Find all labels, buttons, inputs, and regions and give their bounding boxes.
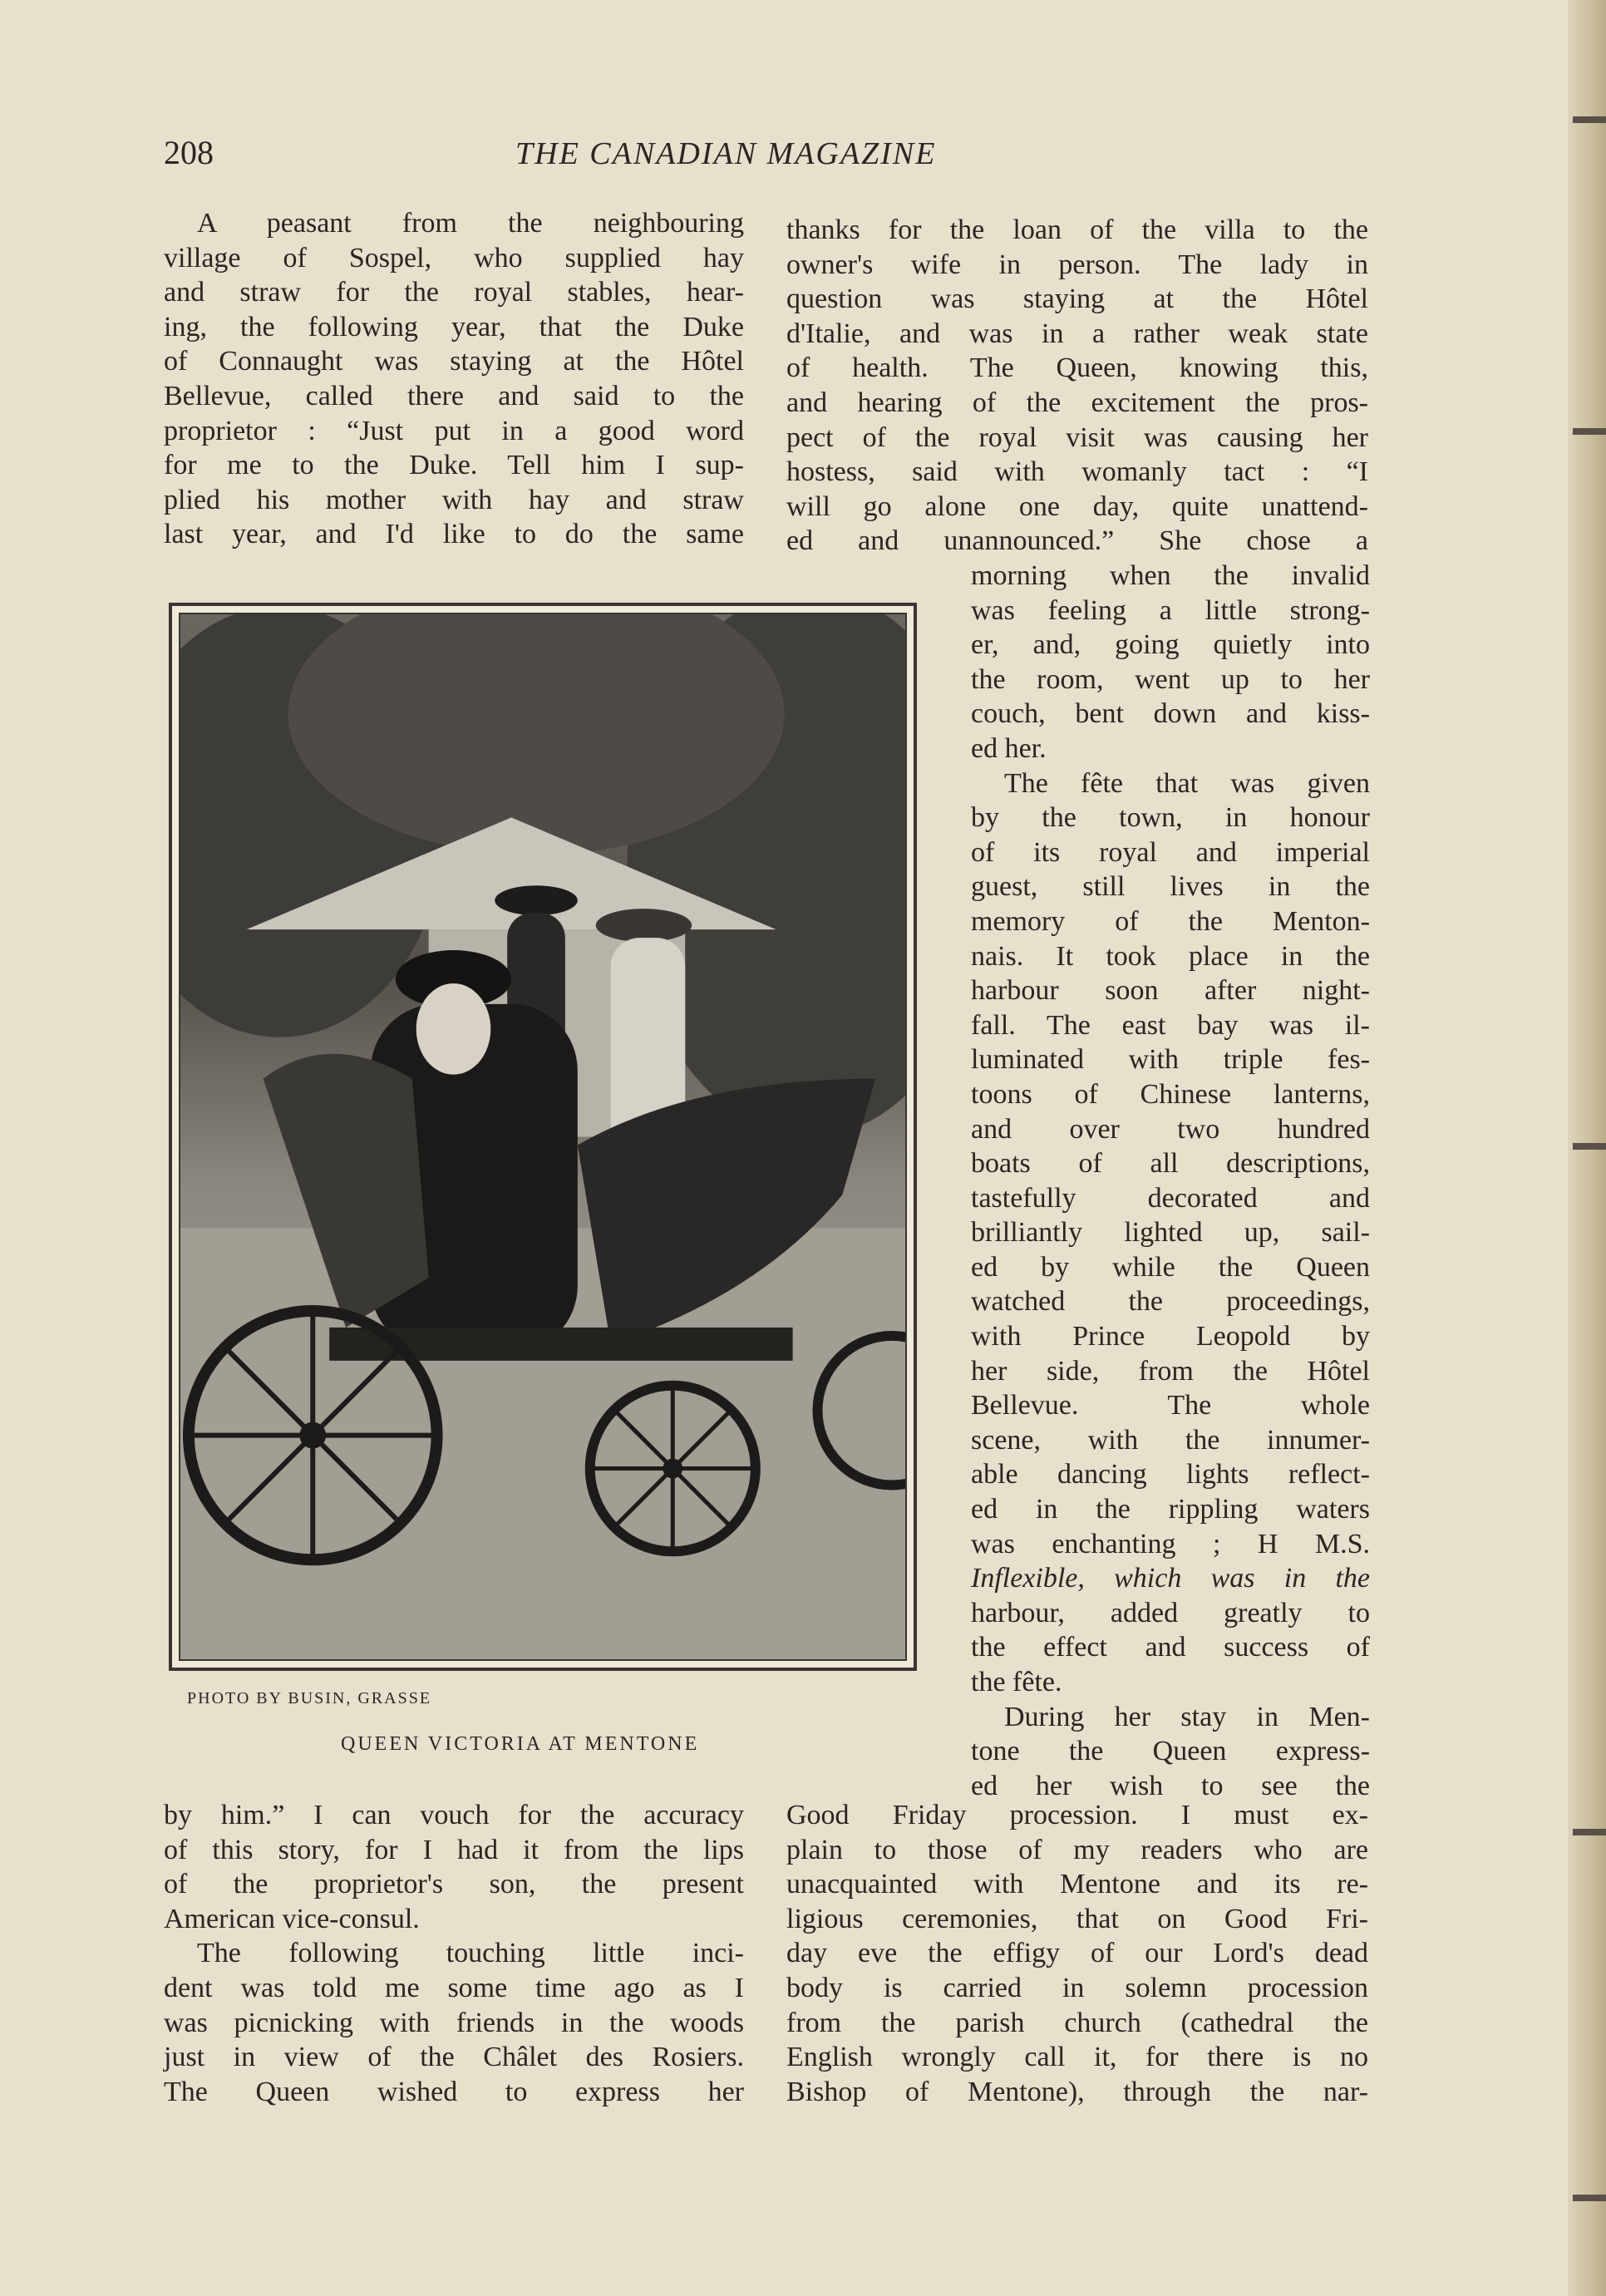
page-edge-tab: [1573, 2195, 1606, 2201]
text-line: couch, bent down and kiss-: [971, 698, 1370, 730]
text-line: During her stay in Men-: [1004, 1701, 1370, 1732]
text-line: English wrongly call it, for there is no: [786, 2042, 1368, 2073]
text-line: and hearing of the excitement the pros-: [786, 387, 1368, 418]
text-line: her side, from the Hôtel: [971, 1355, 1370, 1387]
text-line: boats of all descriptions,: [971, 1148, 1370, 1180]
text-line: toons of Chinese lanterns,: [971, 1078, 1370, 1110]
page-edge-tab: [1573, 1829, 1606, 1835]
text-line: ed in the rippling waters: [971, 1494, 1370, 1525]
photograph: [179, 613, 907, 1661]
text-line: dent was told me some time ago as I: [164, 1972, 744, 2003]
page-edge-tab: [1573, 1143, 1606, 1150]
left-column-top: [164, 206, 744, 552]
text-line: Bishop of Mentone), through the nar-: [786, 2076, 1368, 2107]
right-column-narrow: [971, 559, 1370, 1803]
text-line: the effect and success of: [971, 1632, 1370, 1663]
text-line: The following touching little inci-: [197, 1938, 744, 1969]
text-line: scene, with the innumer-: [971, 1424, 1370, 1456]
text-line: hostess, said with womanly tact : “I: [786, 456, 1368, 488]
text-line: tastefully decorated and: [971, 1182, 1370, 1214]
text-line: village of Sospel, who supplied hay: [164, 242, 744, 273]
text-line: ed her wish to see the: [971, 1770, 1370, 1801]
text-line: harbour soon after night-: [971, 975, 1370, 1007]
page-edge-tab: [1573, 428, 1606, 435]
left-column-bottom: [164, 1798, 744, 2109]
text-line: ed her.: [971, 732, 1047, 764]
photo-caption: QUEEN VICTORIA AT MENTONE: [341, 1733, 700, 1755]
page-edge-tab: [1573, 116, 1606, 123]
text-line: and straw for the royal stables, hear-: [164, 277, 744, 308]
text-line: of this story, for I had it from the lips: [164, 1834, 744, 1865]
text-line: A peasant from the neighbouring: [197, 208, 744, 239]
text-line: for me to the Duke. Tell him I sup-: [164, 450, 744, 481]
text-line: watched the proceedings,: [971, 1286, 1370, 1318]
text-line: The Queen wished to express her: [164, 2076, 744, 2107]
text-line: brilliantly lighted up, sail-: [971, 1217, 1370, 1249]
text-line: just in view of the Châlet des Rosiers.: [164, 2042, 744, 2073]
text-line: of the proprietor's son, the present: [164, 1869, 744, 1900]
text-line: proprietor : “Just put in a good word: [164, 415, 744, 446]
page-number: 208: [164, 134, 214, 171]
text-line: d'Italie, and was in a rather weak state: [786, 318, 1368, 349]
text-line: memory of the Menton-: [971, 905, 1370, 937]
text-line: er, and, going quietly into: [971, 629, 1370, 661]
text-line: last year, and I'd like to do the same: [164, 519, 744, 550]
text-line: tone the Queen express-: [971, 1736, 1370, 1767]
text-line: Bellevue, called there and said to the: [164, 380, 744, 411]
text-line: ing, the following year, that the Duke: [164, 311, 744, 342]
hat: [495, 885, 578, 915]
text-line: day eve the effigy of our Lord's dead: [786, 1938, 1368, 1969]
text-line: Good Friday procession. I must ex-: [786, 1800, 1368, 1830]
text-line: with Prince Leopold by: [971, 1321, 1370, 1352]
text-line: guest, still lives in the: [971, 871, 1370, 903]
text-line: ligious ceremonies, that on Good Fri-: [786, 1903, 1368, 1934]
text-line: of health. The Queen, knowing this,: [786, 352, 1368, 384]
text-line: ed and unannounced.” She chose a: [786, 525, 1368, 557]
text-line: by the town, in honour: [971, 802, 1370, 834]
photograph-frame: [169, 603, 917, 1671]
text-line: from the parish church (cathedral the: [786, 2007, 1368, 2038]
text-line: harbour, added greatly to: [971, 1597, 1370, 1628]
text-line: owner's wife in person. The lady in: [786, 249, 1368, 280]
text-line: ed by while the Queen: [971, 1251, 1370, 1283]
text-line: nais. It took place in the: [971, 940, 1370, 972]
right-column-bottom: [786, 1798, 1368, 2109]
text-line: and over two hundred: [971, 1113, 1370, 1145]
carriage-photo-illustration: [180, 614, 905, 1659]
text-line: thanks for the loan of the villa to the: [786, 214, 1368, 245]
text-line: able dancing lights reflect-: [971, 1459, 1370, 1490]
text-line: of Connaught was staying at the Hôtel: [164, 346, 744, 377]
text-line: pect of the royal visit was causing her: [786, 421, 1368, 453]
text-line: American vice-consul.: [164, 1903, 420, 1934]
text-line: the room, went up to her: [971, 663, 1370, 695]
text-line: unacquainted with Mentone and its re-: [786, 1869, 1368, 1900]
text-line: question was staying at the Hôtel: [786, 283, 1368, 315]
text-line: by him.” I can vouch for the accuracy: [164, 1800, 744, 1830]
right-column-top: [786, 213, 1368, 559]
photo-credit: PHOTO BY BUSIN, GRASSE: [187, 1689, 432, 1707]
text-line: plain to those of my readers who are: [786, 1834, 1368, 1865]
text-line: plied his mother with hay and straw: [164, 484, 744, 515]
text-line: luminated with triple fes-: [971, 1044, 1370, 1076]
text-line: Bellevue. The whole: [971, 1390, 1370, 1421]
text-line: morning when the invalid: [971, 560, 1370, 591]
text-line: fall. The east bay was il-: [971, 1009, 1370, 1041]
page-edge: [1568, 0, 1606, 2296]
text-line: Inflexible, which was in the: [971, 1563, 1370, 1594]
text-line: was feeling a little strong-: [971, 594, 1370, 626]
running-head: THE CANADIAN MAGAZINE: [515, 136, 937, 171]
text-line: was enchanting ; H M.S.: [971, 1528, 1370, 1559]
text-line: The fête that was given: [1004, 767, 1370, 799]
text-line: of its royal and imperial: [971, 836, 1370, 868]
text-line: will go alone one day, quite unattend-: [786, 490, 1368, 522]
text-line: was picnicking with friends in the woods: [164, 2007, 744, 2038]
text-line: the fête.: [971, 1667, 1062, 1697]
text-line: body is carried in solemn procession: [786, 1972, 1368, 2003]
